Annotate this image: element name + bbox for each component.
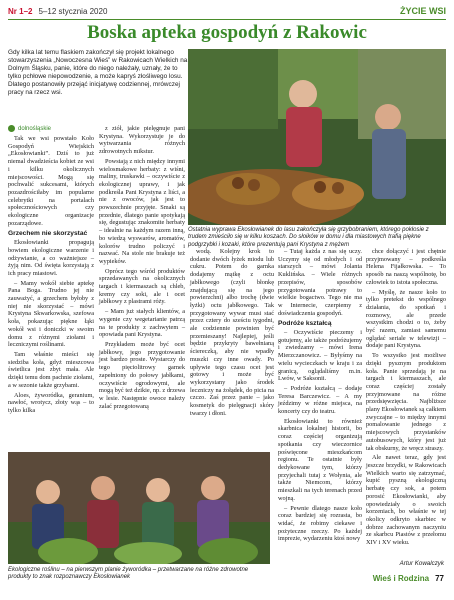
section-title: ŻYCIE WSI xyxy=(399,6,446,16)
subheading: Podróże kształcą xyxy=(278,320,332,328)
photo-illustration xyxy=(188,49,446,225)
article-lead: Gdy kilka lat temu flaskiem zakończył się projekt lokalnego stowarzyszenia „Nowoczesna Wieś” w Rakowicach Wielkich na Dolnym Śląsku, panie, które do niego należały, uznały, że to tylko pchłowe niepowodzenie, a może kapryś złośliwego losu. Dlatego postanowiły przejąć inicjatywę codziennej, mrówczej pracy na rzecz wsi. xyxy=(8,49,188,96)
paragraph: Oprócz tego wśród produktów sprzedawanych na okolicznych targach i kiermaszach są chleb, kremy czy soki, ale i ocet jabłkowy z plastrami róży. xyxy=(99,267,185,306)
paragraph: Ale nawet teraz, gdy jest jeszcze brzydki, w Rakowicach Wielkich warto się zatrzymać, kupić pyszną ekologiczną herbatę czy sok, a potem porosić Ekosłowianki, aby opowiedziały o swoich korzeniach, bo właśnie w tej okolicy odkryto skarbiec w dobrze zachowanym naczyniu ze skarbcu Piastów z przełomu XIV i XV wieku. xyxy=(366,454,446,547)
paragraph: Powstają z nich między innymi wielosmakowe herbaty: z wiśni, maliny, truskawki – oczywiście z ekologicznej uprawy, i jak podkreśla Pani Krystyna z liści, a nie z owoców, jak jest to powszechnie przyjęte. Smaki są przednie, dlatego panie spotykają się, degustując znakomite herbaty – idealnie na każdym razem inną, bo wiedzą wyswarów, aromatów, kolorów trudno policzyć i nazwać. Na stole nie brakuje też wypieków. xyxy=(99,157,185,265)
paragraph: – Oczywiście pieczemy i gotujemy, ale także podróżujemy i zwiedzamy – mówi Irena Mierzczanowicz. – Byłyśmy na wielu wycieczkach w kraju i za granicą, oglądaliśmy m.in. Lwów, w Saksonii. xyxy=(278,329,362,383)
paragraph: Tam właśnie mieści się siedziba koła, gdyż mieszcowa świetlica jest zbyt mała. Ale dzięki temu dom pachnie ziołami, a w sezonie także grzybami. xyxy=(8,350,94,389)
paragraph: Ekosłowianki to również skarbnica lokalnej historii, bo coraz częściej organizują spotkania czy wieczornice poświęcone mieszkańcom regionu. Te ostatnie były dedykowane tym, którzy przyjechali tutaj z Wołynia, ale także Niemcom, którzy mieszkali na tych terenach przed wojną. xyxy=(278,417,362,502)
magazine-name: Wieś i Rodzina xyxy=(372,574,430,583)
paragraph: – Tutaj każda z nas się uczy. Uczymy się od młodych i od starszych – mówi Jolanta Kuklińska. – Wiele różnych przepisów, sposobów przygotowania potrawy to wielkie bogactwo. Tego nie ma w Internecie, czerpiemy z doświadczenia gospodyń. xyxy=(278,248,362,317)
paragraph: wodą. Kolejny krok to dodanie dwóch łyżek miodu lub cukru. Potem do garnka dodajemy mątkę z octu jabłkowego (czyli błonkę znajdującą się na jego powierzchni) albo trochę (dwie łyżki) octu jabłkowego. Tak przygotowany wywar musi stać przez cztery do sześciu tygodni, ale codziennie powinien być przemieszany! Najlepiej, jeśli będzie przykryty bawełnianą ściereczką, aby nie wpadły muszki czy inne owady. Po upływie tego czasu ocet jest gotowy i może być wykorzystany jako środek leczniczy na żołądek, do picia na czczo. Zaś przez panie – jako kosmetyk do pielęgnacji skóry twarzy i dłoni. xyxy=(190,248,274,417)
photo-plants xyxy=(8,452,270,564)
article-column-3 xyxy=(190,248,274,419)
issue-date: 5–12 stycznia 2020 xyxy=(38,6,108,16)
photo-women-mushrooms xyxy=(188,49,446,225)
page-footer xyxy=(373,574,444,583)
subheading: Grzechem nie skorzystać xyxy=(8,230,88,238)
paragraph: – Mamy wokół siebie aptekę Pana Boga. Trudno jej nie zauważyć, a grzechem byłoby z niej nie skorzystać – mówi Krystyna Skwarkowska, szefowa koła, pokazując piękne łąki wokół wsi i doniczki w swoim domu z różnymi ziołami i leczniczymi roślinami. xyxy=(8,279,94,349)
photo-top-caption: Ostatnia wyprawa Ekosłowianek do lasu zakończyła się grzybobraniem, którego pokłosie z trudem zmieściło się w kilku koszach. Do słoików w domu i dla miastowych trafią piękne podgrzybki i kozaki, które prezentują pani Krystyna z mężem xyxy=(188,227,429,248)
paragraph: Ekosłowianki propagują bowiem ekologiczne warzenie i odżywianie, a co ważniejsze – żyją nim. Od święta korzystają z ich pracy miastowi. xyxy=(8,239,94,277)
article-column-4 xyxy=(278,248,362,545)
photo-bottom-caption: Ekologiczne roślinu – na pierwszym planie żyworódka – przetwarzane na różne zdrowotne produkty to znak rozpoznawczy Ekosłowianek xyxy=(8,567,249,581)
article-column-5 xyxy=(366,248,446,549)
paragraph: z ziół, jakie pielęgnuje pani Krystyna. Wykorzystuje je do wytwarzania różnych zdrowotnych mikstur. xyxy=(99,125,185,156)
paragraph: – Podróże kształcą – dodaje Teresa Barczewicz. – A my jeździmy w różne miejsca, na koncerty czy do teatru. xyxy=(278,384,362,416)
article-column-1 xyxy=(8,135,94,417)
region-tag xyxy=(8,125,51,132)
paragraph: Przykładem może być ocet jabłkowy, jego przygotowanie jest bardzo proste. Wystarczy do tego pięciolitrowy garnek zapełniony do połowy jabłkami, oczywiście ogrodowymi, ale mogą być też dzikie, np. z drzewa w lesie. Następnie owoce należy zalać przegotowaną xyxy=(99,340,185,410)
header-divider xyxy=(8,19,446,20)
page-number: 77 xyxy=(435,574,444,583)
article-column-2 xyxy=(99,125,185,412)
issue-number: Nr 1–2 xyxy=(8,6,33,16)
location-icon xyxy=(8,125,15,132)
article-headline: Boska apteka gospodyń z Rakowic xyxy=(87,22,367,43)
paragraph: Tak we wsi powstało Koło Gospodyń Wiejskich „Ekosłowianki”. Dziś to już niemal dwadzieścia kobiet ze wsi i kilku okolicznych miejscowości. Mogą się pochwalić sukcesami, których pozazdrościłaby im popularne celebrytki na portalach społecznościowych czy ekologiczne organizacje pozarządowe. xyxy=(8,135,94,227)
page-header xyxy=(8,4,446,18)
paragraph: chce dołączyć i jest chętnie przyjmowany – podkreśla Helena Fijałkowska. – To sposób na naszą wspólnotę, bo człowiek to istota społeczna. xyxy=(366,248,446,286)
region-label: dolnośląskie xyxy=(18,125,52,132)
paragraph: – Mam już stałych klientów, a wygenie czy wegetarianie patrzą na te produkty z zachwytem – opowiada pani Krystyna. xyxy=(99,308,185,339)
paragraph: – Myślę, że nasze koło to tylko pretekst do wspólnego działania, do spotkań i rozmowy, ale przede wszystkim chodzi o to, żeby być razem, zamiast samemu oglądać seriale w telewizji – dodaje pani Krystyna. xyxy=(366,288,446,350)
article-author: Artur Kowalczyk xyxy=(399,560,444,567)
photo-illustration xyxy=(8,452,270,564)
paragraph: To wszystko jest możliwe dzięki pysznym produktom koła. Panie sprzedają je na targach i kiermaszach, ale coraz częściej zostały przyjmowane na różne przedsięwzięcia. Najbliższe plany Ekosłowianek są całkiem zwyczajne – to między innymi pomalowanie jednego z miejscowych przystanków autobusowych, który jest już tak obskurny, że wręcz straszy. xyxy=(366,352,446,452)
paragraph: Aloes, żyworódka, geranium, nawłoć, wrotycz, złoty wąs – to tylko kilka xyxy=(8,391,94,414)
paragraph: – Pewnie dlatego nasze koło coraz bardziej się rozrasta, bo widać, że robimy ciekawe i pożyteczne rzeczy. Po każdej imprezie, wydarzeniu ktoś nowy xyxy=(278,504,362,543)
